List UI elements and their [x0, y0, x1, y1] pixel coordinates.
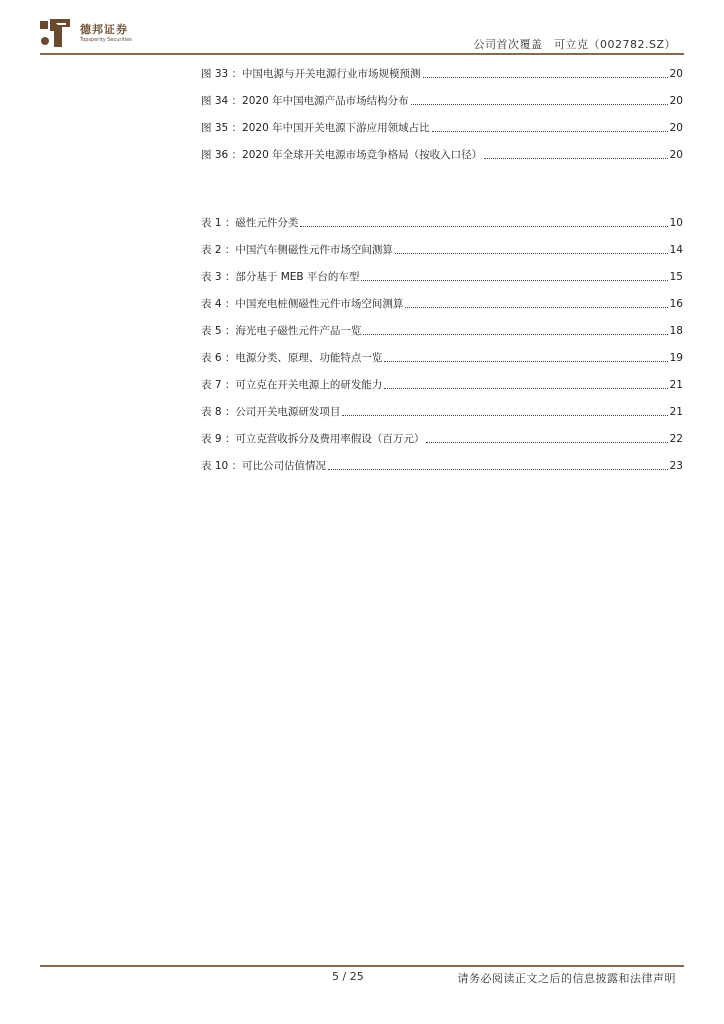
footer-divider [40, 965, 684, 967]
toc-leader [300, 226, 667, 227]
toc-entry-label: 表 6 ：电源分类、原理、功能特点一览 [201, 352, 383, 364]
toc-leader [328, 469, 668, 470]
toc-entry-table-2[interactable] [201, 243, 683, 257]
legal-disclaimer: 请务必阅读正文之后的信息披露和法律声明 [457, 972, 676, 985]
toc-entry-page: 20 [669, 95, 683, 107]
toc-entry-label: 表 1 ：磁性元件分类 [201, 217, 299, 229]
toc-entry-table-10[interactable] [201, 459, 683, 473]
toc-entry-page: 10 [669, 217, 683, 229]
toc-entry-table-4[interactable] [201, 297, 683, 311]
toc-entry-page: 20 [669, 149, 683, 161]
toc-entry-label: 图 34 ：2020 年中国电源产品市场结构分布 [201, 95, 409, 107]
toc-entry-label: 表 8 ：公司开关电源研发项目 [201, 406, 341, 418]
toc-entry-table-8[interactable] [201, 405, 683, 419]
toc-leader [432, 131, 668, 132]
company-logo [40, 16, 132, 50]
toc-leader [342, 415, 667, 416]
toc-entry-label: 表 4 ：中国充电桩侧磁性元件市场空间测算 [201, 298, 404, 310]
toc-entry-page: 18 [669, 325, 683, 337]
toc-leader [423, 77, 668, 78]
toc-entry-page: 21 [669, 406, 683, 418]
toc-entry-label: 图 36 ：2020 年全球开关电源市场竞争格局（按收入口径） [201, 149, 483, 161]
page-number: 5 / 25 [332, 970, 364, 983]
toc-leader [426, 442, 667, 443]
toc-entry-page: 15 [669, 271, 683, 283]
toc-leader [384, 361, 667, 362]
header-divider [40, 53, 684, 55]
toc-leader [395, 253, 668, 254]
toc-entry-page: 20 [669, 122, 683, 134]
toc-entry-table-5[interactable] [201, 324, 683, 338]
toc-entry-figure-36[interactable] [201, 148, 683, 162]
toc-leader [411, 104, 668, 105]
toc-entry-label: 表 10 ：可比公司估值情况 [201, 460, 327, 472]
toc-leader [384, 388, 667, 389]
toc-entry-page: 20 [669, 68, 683, 80]
toc-entry-label: 表 2 ：中国汽车侧磁性元件市场空间测算 [201, 244, 393, 256]
toc-leader [484, 158, 668, 159]
logo-name-en: Topsperity Securities [80, 36, 132, 43]
toc-entry-table-7[interactable] [201, 378, 683, 392]
toc-entry-table-3[interactable] [201, 270, 683, 284]
toc-entry-page: 21 [669, 379, 683, 391]
toc-entry-figure-35[interactable] [201, 121, 683, 135]
toc-entry-figure-34[interactable] [201, 94, 683, 108]
toc-entry-page: 19 [669, 352, 683, 364]
toc-entry-page: 14 [669, 244, 683, 256]
toc-leader [361, 280, 667, 281]
toc-leader [405, 307, 667, 308]
toc-entry-page: 16 [669, 298, 683, 310]
toc-entry-label: 表 3 ：部分基于 MEB 平台的车型 [201, 271, 360, 283]
toc-entry-label: 表 7 ：可立克在开关电源上的研发能力 [201, 379, 383, 391]
toc-entry-page: 23 [669, 460, 683, 472]
toc-entry-label: 表 5 ：海光电子磁性元件产品一览 [201, 325, 362, 337]
logo-name-cn: 德邦证券 [80, 22, 128, 36]
report-header-title: 公司首次覆盖 可立克（002782.SZ） [473, 38, 676, 51]
toc-entry-label: 图 35 ：2020 年中国开关电源下游应用领域占比 [201, 122, 430, 134]
toc-leader [363, 334, 667, 335]
toc-entry-figure-33[interactable] [201, 67, 683, 81]
toc-entry-table-9[interactable] [201, 432, 683, 446]
toc-entry-page: 22 [669, 433, 683, 445]
logo-emblem-icon [40, 17, 74, 49]
toc-entry-label: 表 9 ：可立克营收拆分及费用率假设（百万元） [201, 433, 425, 445]
toc-entry-table-1[interactable] [201, 216, 683, 230]
toc-entry-table-6[interactable] [201, 351, 683, 365]
toc-entry-label: 图 33 ：中国电源与开关电源行业市场规模预测 [201, 68, 421, 80]
